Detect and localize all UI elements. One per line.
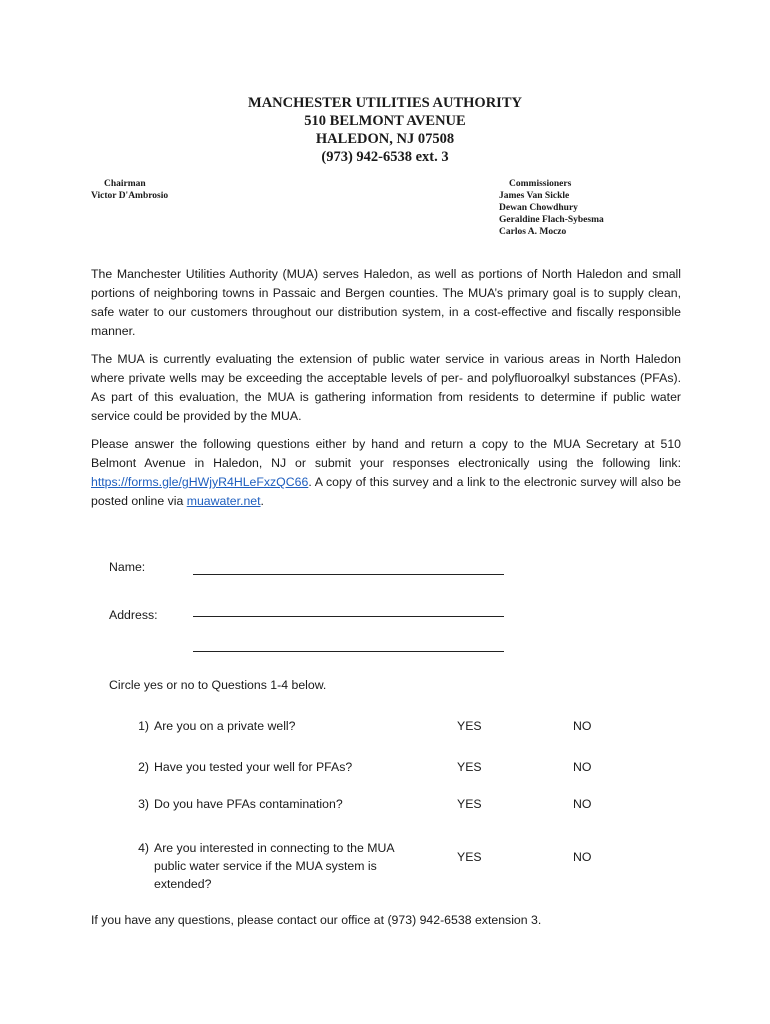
- contact-footer: If you have any questions, please contact our office at (973) 942-6538 extension 3.: [91, 913, 542, 927]
- evaluation-paragraph: The MUA is currently evaluating the extension of public water service in various areas in North Haledon where private wells may be exceeding the acceptable levels of per- and polyfluoroalkyl substances (PFAs). As part of this evaluation, the MUA is gathering information from residents to determine if public water service could be provided by the MUA.: [91, 352, 681, 423]
- question-number: 4): [138, 841, 149, 855]
- question-number: 3): [138, 797, 149, 811]
- yes-option[interactable]: YES: [457, 850, 482, 864]
- address-field-line-2[interactable]: [193, 651, 504, 652]
- yes-option[interactable]: YES: [457, 760, 482, 774]
- question-text: Do you have PFAs contamination?: [154, 797, 343, 811]
- yes-option[interactable]: YES: [457, 719, 482, 733]
- name-field-line[interactable]: [193, 574, 504, 575]
- intro-paragraph: The Manchester Utilities Authority (MUA) serves Haledon, as well as portions of North Haledon and small portions of neighboring towns in Passaic and Bergen counties. The MUA’s primary goal is to supply clean, safe water to our customers throughout our distribution system, in a cost-effective and fiscally responsible manner.: [91, 267, 681, 338]
- address-field-line[interactable]: [193, 616, 504, 617]
- commissioner-name: Carlos A. Moczo: [499, 227, 567, 237]
- commissioner-name: Dewan Chowdhury: [499, 203, 578, 213]
- commissioner-name: James Van Sickle: [499, 191, 570, 201]
- letterhead: [0, 94, 770, 166]
- name-label: Name:: [109, 560, 146, 574]
- instructions-text: .: [260, 494, 264, 508]
- instructions-text: . A copy of this survey and a link to the electronic survey will also be posted online via: [91, 475, 681, 508]
- circle-instructions: Circle yes or no to Questions 1-4 below.: [109, 678, 327, 692]
- question-text: Have you tested your well for PFAs?: [154, 760, 353, 774]
- instructions-paragraph: [91, 435, 681, 511]
- commissioners-title: Commissioners: [509, 179, 572, 189]
- chairman-title: Chairman: [104, 179, 146, 189]
- question-text: Are you on a private well?: [154, 719, 296, 733]
- instructions-text: Please answer the following questions either by hand and return a copy to the MUA Secretary at 510 Belmont Avenue in Haledon, NJ or submit your responses electronically using the following link:: [91, 437, 681, 470]
- chairman-name: Victor D'Ambrosio: [91, 191, 169, 201]
- question-text: Are you interested in connecting to the MUA public water service if the MUA system is extended?: [154, 841, 394, 891]
- org-name: MANCHESTER UTILITIES AUTHORITY: [248, 95, 522, 111]
- no-option[interactable]: NO: [573, 850, 592, 864]
- org-street: 510 BELMONT AVENUE: [304, 113, 466, 129]
- no-option[interactable]: NO: [573, 797, 592, 811]
- chairman-block: [91, 178, 168, 202]
- no-option[interactable]: NO: [573, 760, 592, 774]
- no-option[interactable]: NO: [573, 719, 592, 733]
- question-number: 2): [138, 760, 149, 774]
- commissioner-name: Geraldine Flach-Sybesma: [499, 215, 604, 225]
- website-link[interactable]: muawater.net: [186, 494, 261, 508]
- org-city: HALEDON, NJ 07508: [315, 131, 455, 147]
- yes-option[interactable]: YES: [457, 797, 482, 811]
- address-label: Address:: [109, 608, 158, 622]
- question-number: 1): [138, 719, 149, 733]
- commissioners-block: [499, 178, 604, 238]
- org-phone: (973) 942-6538 ext. 3: [321, 149, 449, 165]
- survey-link[interactable]: https://forms.gle/gHWjyR4HLeFxzQC66: [91, 475, 309, 489]
